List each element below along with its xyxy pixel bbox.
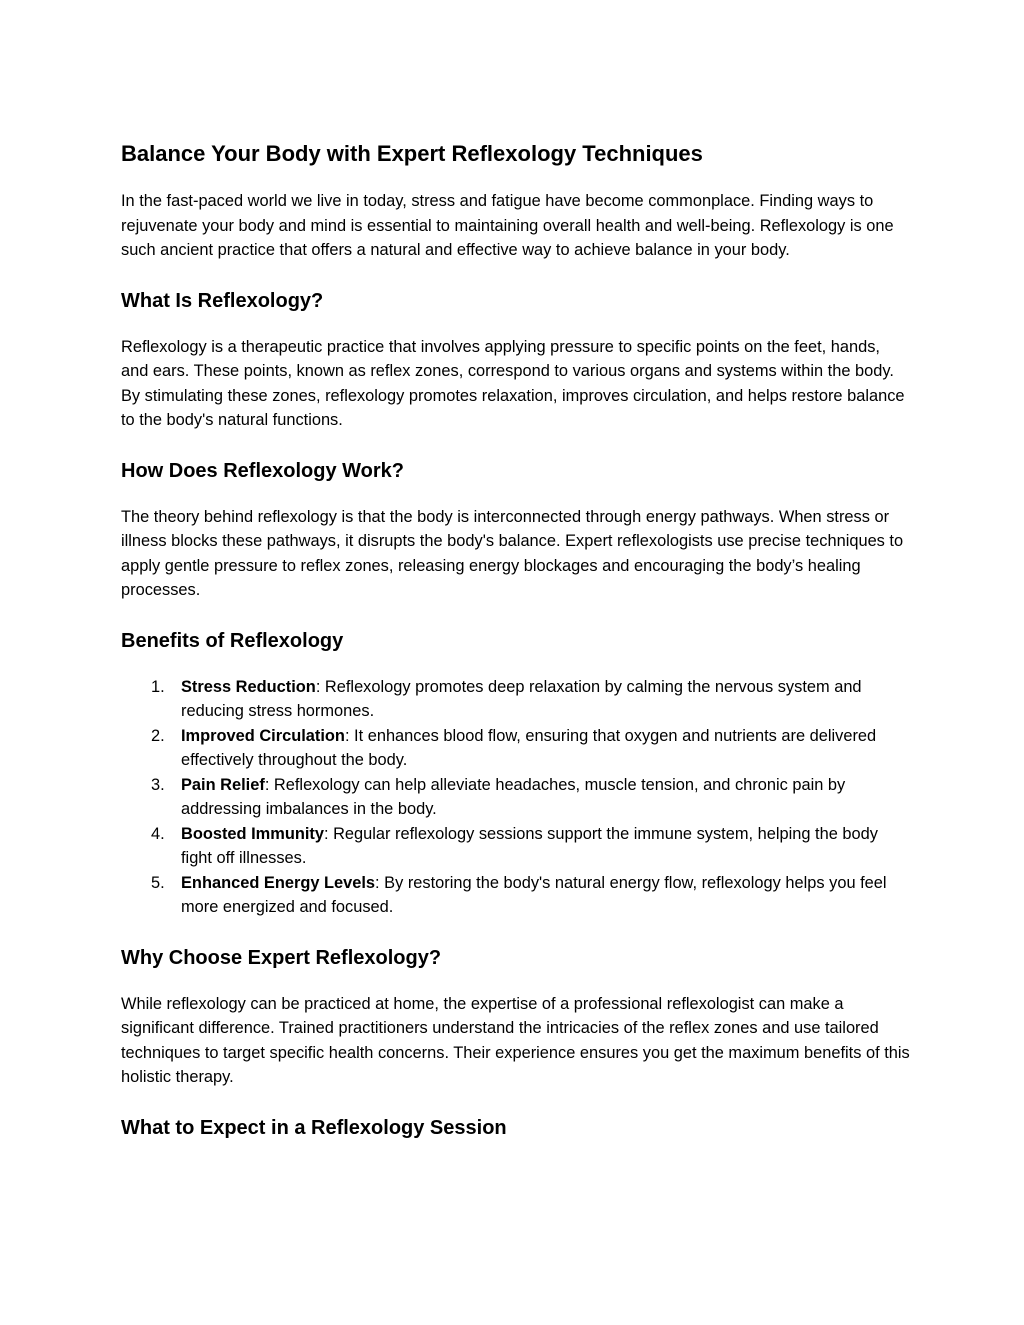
list-term: Pain Relief [181, 775, 265, 794]
list-item [121, 871, 911, 920]
list-text: : Regular reflexology sessions support the immune system, helping the body fight off illnesses. [181, 824, 878, 867]
list-number: 5. [151, 873, 165, 892]
list-item [121, 675, 911, 724]
section-body-how-works: The theory behind reflexology is that the body is interconnected through energy pathways. When stress or illness blocks these pathways, it disrupts the body's balance. Expert reflexologists use precise techniques to apply gentle pressure to reflex zones, releasing energy blockages and encouraging the body’s healing processes. [121, 507, 904, 599]
list-item [121, 822, 911, 871]
list-number: 4. [151, 824, 165, 843]
list-item [121, 724, 911, 773]
list-text: : It enhances blood flow, ensuring that oxygen and nutrients are delivered effectively throughout the body. [181, 726, 877, 769]
list-number: 2. [151, 726, 165, 745]
document-page [121, 139, 911, 1162]
list-term: Enhanced Energy Levels [181, 873, 376, 892]
benefits-list [121, 675, 911, 920]
list-text: : Reflexology can help alleviate headaches, muscle tension, and chronic pain by addressing imbalances in the body. [181, 775, 846, 818]
list-number: 1. [151, 677, 165, 696]
section-heading-how-works: How Does Reflexology Work? [121, 459, 405, 482]
intro-paragraph: In the fast-paced world we live in today, stress and fatigue have become commonplace. Finding ways to rejuvenate your body and mind is essential to maintaining overall health and well-being. Reflexology is one such ancient practice that offers a natural and effective way to achieve balance in your body. [121, 192, 894, 259]
section-heading-why-choose: Why Choose Expert Reflexology? [121, 946, 442, 969]
list-number: 3. [151, 775, 165, 794]
section-heading-what-is: What Is Reflexology? [121, 289, 324, 312]
page-title: Balance Your Body with Expert Reflexology Techniques [121, 141, 703, 166]
list-term: Improved Circulation [181, 726, 345, 745]
section-body-why-choose: While reflexology can be practiced at home, the expertise of a professional reflexologist can make a significant difference. Trained practitioners understand the intricacies of the reflex zones and use tailored techniques to target specific health concerns. Their experience ensures you get the maximum benefits of this holistic therapy. [121, 994, 910, 1086]
list-text: : By restoring the body's natural energy flow, reflexology helps you feel more energized and focused. [181, 873, 887, 916]
section-heading-benefits: Benefits of Reflexology [121, 629, 344, 652]
list-text: : Reflexology promotes deep relaxation by calming the nervous system and reducing stress hormones. [181, 677, 862, 720]
list-term: Boosted Immunity [181, 824, 324, 843]
list-term: Stress Reduction [181, 677, 316, 696]
list-item [121, 773, 911, 822]
section-body-what-is: Reflexology is a therapeutic practice that involves applying pressure to specific points on the feet, hands, and ears. These points, known as reflex zones, correspond to various organs and systems within the body. By stimulating these zones, reflexology promotes relaxation, improves circulation, and helps restore balance to the body's natural functions. [121, 337, 905, 429]
section-heading-what-to-expect: What to Expect in a Reflexology Session [121, 1116, 507, 1139]
